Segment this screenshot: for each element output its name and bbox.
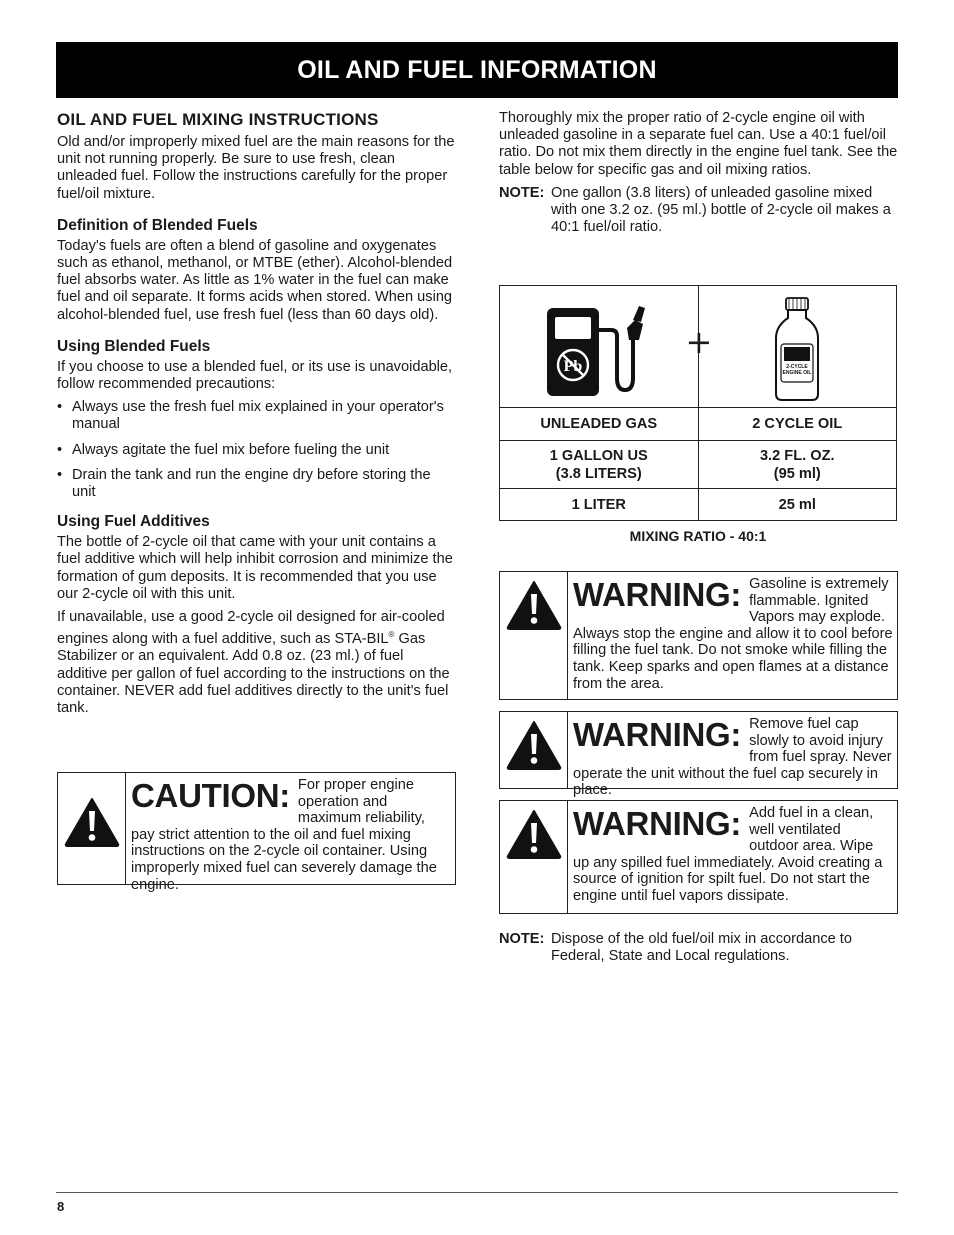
warning-signal-word: WARNING: (573, 576, 742, 613)
table-cell-gallon (500, 441, 699, 489)
warning-triangle-icon (506, 809, 562, 859)
table-cell-oz (698, 441, 897, 489)
warning-box-ventilation (499, 800, 898, 914)
mixing-ratio-table (499, 285, 897, 521)
table-cell-line: (3.8 LITERS) (555, 465, 642, 482)
warning-triangle-icon (506, 580, 562, 630)
table-header-oil: 2 CYCLE OIL (698, 408, 897, 441)
gas-pump-icon (539, 300, 659, 400)
gas-pump-cell (500, 286, 699, 408)
mixing-instructions-heading: OIL AND FUEL MIXING INSTRUCTIONS (57, 110, 379, 129)
ratio-note (499, 185, 899, 237)
caution-text-cell (126, 773, 455, 893)
table-cell-line: 3.2 FL. OZ. (759, 447, 835, 464)
oil-bottle-icon (772, 294, 822, 404)
table-cell-line: 1 GALLON US (549, 447, 648, 464)
fuel-additives-text-2 (57, 609, 457, 717)
warning-text-cell (568, 801, 897, 913)
caution-box (57, 772, 456, 893)
note-text: Dispose of the old fuel/oil mix in accordance to Federal, State and Local regulations. (551, 931, 852, 965)
list-item: • Always use the fresh fuel mix explained in your operator's manual (57, 399, 457, 433)
oil-bottle-cell (685, 286, 897, 408)
caution-icon-cell (58, 773, 126, 884)
warning-triangle-icon (506, 720, 562, 770)
warning-icon-cell (500, 712, 568, 788)
table-header-gas: UNLEADED GAS (500, 408, 699, 441)
fuel-additives-text-1: The bottle of 2-cycle oil that came with your unit contains a fuel additive which will help inhibit corrosion and minimize the formation of gum deposits. It is recommended that you use our 2-cycle oil with this unit. (57, 534, 453, 602)
left-column (57, 110, 457, 723)
precautions-list (57, 399, 457, 501)
warning-text-cell (568, 712, 897, 799)
using-blended-fuels-text: If you choose to use a blended fuel, or its use is unavoidable, follow recommended precautions: (57, 358, 453, 393)
fuel-additives-heading: Using Fuel Additives (57, 513, 210, 531)
disposal-note (499, 931, 899, 965)
warning-icon-cell (500, 572, 568, 699)
unleaded-symbol: Pb (563, 357, 583, 375)
registered-mark: ® (388, 630, 395, 640)
caution-signal-word: CAUTION: (131, 777, 290, 814)
list-item: • Always agitate the fuel mix before fueling the unit (57, 442, 457, 459)
mixing-ratio-caption: MIXING RATIO - 40:1 (629, 528, 767, 544)
page-title: OIL AND FUEL INFORMATION (297, 55, 657, 84)
warning-icon-cell (500, 801, 568, 913)
section-header-bar (56, 42, 898, 98)
warning-triangle-icon (64, 797, 120, 847)
warning-box-flammable (499, 571, 898, 700)
warning-message: Add fuel in a clean, well ventilated outdoor area. Wipe up any spilled fuel immediately. Avoid creating a source of ignition for spilt fuel. Do not start the engine until fuel vapors dissipate. (573, 805, 883, 904)
warning-box-fuel-cap (499, 711, 898, 799)
right-column (499, 110, 899, 236)
blended-fuels-definition-heading: Definition of Blended Fuels (57, 216, 258, 234)
fuel-additives-text-2a: If unavailable, use a good 2-cycle oil designed for air-cooled engines along with a fuel additive, such as STA-BIL (57, 609, 445, 648)
warning-message: Gasoline is extremely flammable. Ignited Vapors may explode. Always stop the engine and allow it to cool before filling the fuel tank. Do not smoke while filling the tank. Keep sparks and open flames at a distance from the area. (573, 576, 893, 692)
plus-sign: + (685, 323, 713, 361)
list-item: • Drain the tank and run the engine dry before storing the unit (57, 467, 457, 501)
intro-paragraph: Old and/or improperly mixed fuel are the main reasons for the unit not running properly. Be sure to use fresh, clean unleaded fuel. Follow the instructions carefully for the proper fuel/oil mixture. (57, 134, 455, 202)
table-cell-line: (95 ml) (773, 465, 821, 482)
warning-message: Remove fuel cap slowly to avoid injury from fuel spray. Never operate the unit without the fuel cap securely in place. (573, 716, 892, 799)
note-label: NOTE: (499, 184, 545, 201)
using-blended-fuels-heading: Using Blended Fuels (57, 337, 211, 355)
caution-message: For proper engine operation and maximum reliability, pay strict attention to the oil and fuel mixing instructions on the 2-cycle oil container. Using improperly mixed fuel can severely damage the engine. (131, 777, 437, 893)
warning-signal-word: WARNING: (573, 716, 742, 753)
mixing-intro-paragraph: Thoroughly mix the proper ratio of 2-cycle engine oil with unleaded gasoline in a separate fuel can. Use a 40:1 fuel/oil ratio. Do not mix them directly in the engine fuel tank. See the table below for specific gas and oil mixing ratios. (499, 110, 898, 178)
warning-signal-word: WARNING: (573, 805, 742, 842)
note-label: NOTE: (499, 931, 545, 947)
table-cell-liter: 1 LITER (500, 489, 699, 521)
bottle-label-line-2: ENGINE OIL (782, 369, 812, 376)
page-number: 8 (57, 1199, 65, 1214)
warning-text-cell (568, 572, 897, 699)
blended-fuels-definition-text: Today's fuels are often a blend of gasoline and oxygenates such as ethanol, methanol, or MTBE (ether). Alcohol-blended fuel absorbs water. As little as 1% water in the fuel can make fuel and oil separate. It forms acids when stored. When using alcohol-blended fuel, use fresh fuel (less than 60 days old). (57, 237, 453, 323)
note-text: One gallon (3.8 liters) of unleaded gasoline mixed with one 3.2 oz. (95 ml.) bottle of 2-cycle oil makes a 40:1 fuel/oil ratio. (551, 184, 891, 236)
fuel-additives-text-2b: Gas Stabilizer or an equivalent. Add 0.8 oz. (23 ml.) of fuel additive per gallon of fuel according to the instructions on the container. NEVER add fuel additives directly to the unit's fuel tank. (57, 631, 450, 716)
table-cell-ml: 25 ml (698, 489, 897, 521)
footer-divider (56, 1192, 898, 1193)
bottle-label-line-1: 2-CYCLE (786, 363, 808, 370)
